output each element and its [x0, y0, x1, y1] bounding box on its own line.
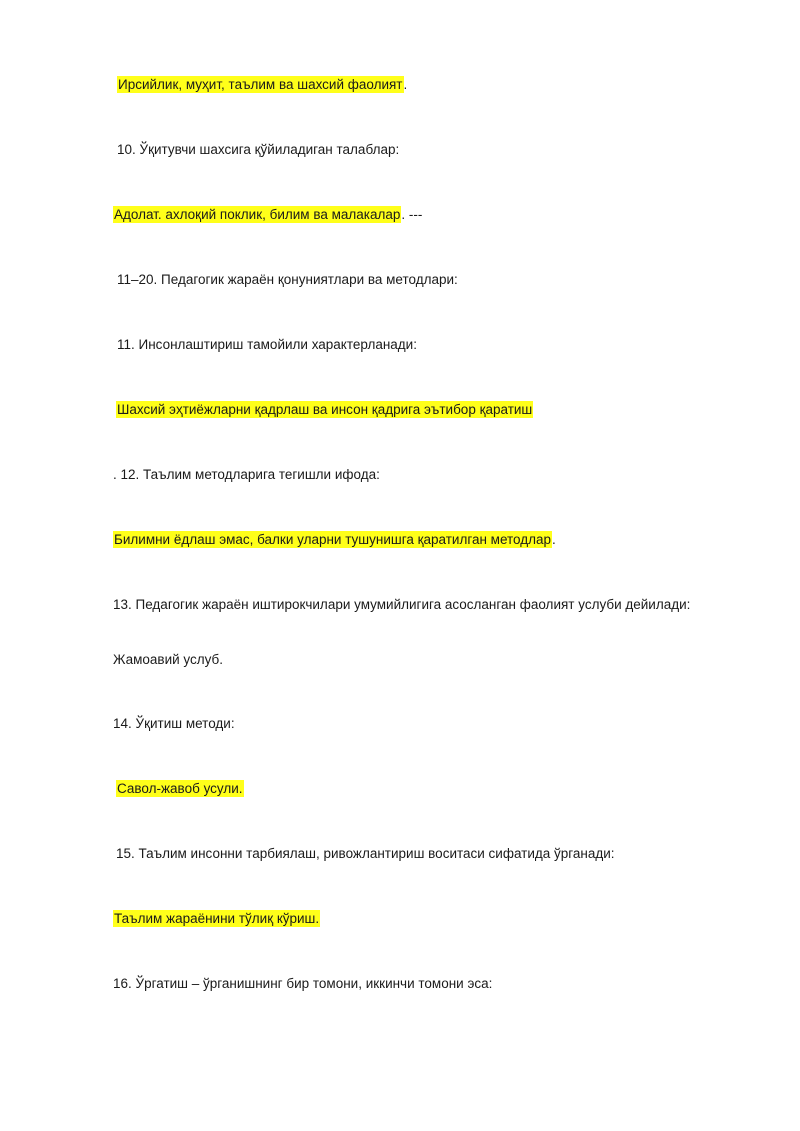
- question-10: [117, 140, 399, 160]
- answer-line-heredity: [117, 75, 407, 95]
- highlighted-answer: Билимни ёдлаш эмас, балки уларни тушунишга қаратилган методлар: [114, 532, 552, 547]
- section-text: 11–20. Педагогик жараён қонуниятлари ва методлари:: [117, 272, 458, 287]
- answer-text: Жамоавий услуб.: [113, 652, 224, 667]
- question-text: 16. Ўргатиш – ўрганишнинг бир томони, иккинчи томони эса:: [113, 976, 493, 991]
- question-text: 13. Педагогик жараён иштирокчилари умумийлигига асосланган фаолият услуби дейилади:: [113, 597, 691, 612]
- highlighted-answer: Адолат. ахлоқий поклик, билим ва малакалар: [114, 207, 401, 222]
- question-13: [113, 595, 690, 615]
- answer-line-qa-method: [116, 779, 244, 799]
- highlighted-answer: Савол-жавоб усули.: [117, 781, 243, 796]
- question-text: . 12. Таълим методларига тегишли ифода:: [113, 467, 380, 482]
- question-text: 11. Инсонлаштириш тамойили характерланади:: [117, 337, 417, 352]
- question-text: 14. Ўқитиш методи:: [113, 716, 235, 731]
- line-suffix: . ---: [401, 207, 423, 222]
- answer-line-justice: [113, 205, 422, 225]
- question-text: 15. Таълим инсонни тарбиялаш, ривожлантириш воситаси сифатида ўрганади:: [116, 846, 615, 861]
- question-text: 10. Ўқитувчи шахсига қўйиладиган талаблар:: [117, 142, 400, 157]
- section-heading-11-20: [117, 270, 458, 290]
- answer-line-full-view: [113, 909, 320, 929]
- question-15: [116, 844, 615, 864]
- highlighted-answer: Шахсий эҳтиёжларни қадрлаш ва инсон қадрига эътибор қаратиш: [117, 402, 533, 417]
- line-suffix: .: [403, 77, 408, 92]
- question-11: [117, 335, 417, 355]
- highlighted-answer: Ирсийлик, муҳит, таълим ва шахсий фаолият: [118, 77, 403, 92]
- question-12: [113, 465, 380, 485]
- question-16: [113, 974, 492, 994]
- answer-line-personal-needs: [116, 400, 533, 420]
- highlighted-answer: Таълим жараёнини тўлиқ кўриш.: [114, 911, 320, 926]
- question-14: [113, 714, 235, 734]
- answer-line-collective: [113, 650, 223, 670]
- line-suffix: .: [552, 532, 556, 547]
- answer-line-methods: [113, 530, 556, 550]
